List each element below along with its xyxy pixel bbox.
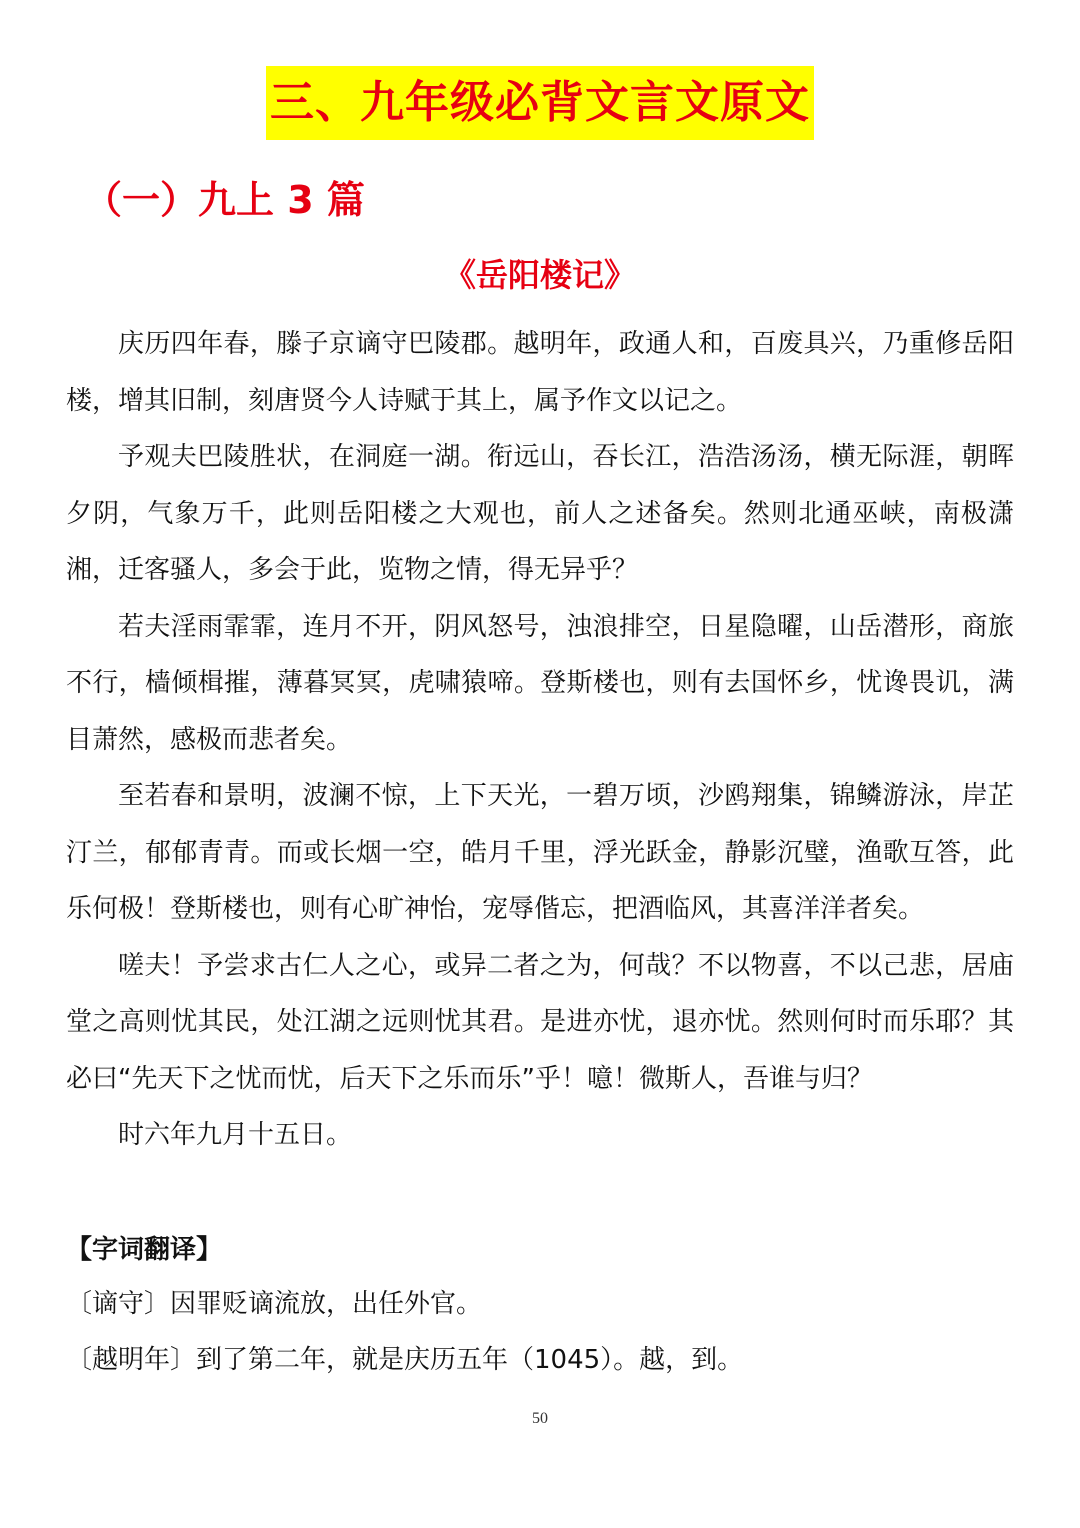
page-number: 50 — [532, 1410, 548, 1427]
note-item: 〔谪守〕因罪贬谪流放，出任外官。 — [66, 1289, 483, 1319]
paragraph: 庆历四年春，滕子京谪守巴陵郡。越明年，政通人和，百废具兴，乃重修岳阳楼，增其旧制，刻唐贤今人诗赋于其上，属予作文以记之。 — [66, 329, 1014, 416]
main-title-wrapper — [0, 66, 1080, 140]
vocabulary-notes — [66, 1224, 1014, 1388]
poem-body — [66, 316, 1014, 1164]
notes-heading: 【字词翻译】 — [66, 1235, 223, 1265]
section-title: （一）九上 3 篇 — [84, 178, 365, 222]
poem-title: 《岳阳楼记》 — [443, 256, 636, 294]
paragraph: 至若春和景明，波澜不惊，上下天光，一碧万顷，沙鸥翔集，锦鳞游泳，岸芷汀兰，郁郁青青。而或长烟一空，皓月千里，浮光跃金，静影沉璧，渔歌互答，此乐何极！登斯楼也，则有心旷神怡，宠辱偕忘，把酒临风，其喜洋洋者矣。 — [66, 781, 1014, 924]
paragraph: 嗟夫！予尝求古仁人之心，或异二者之为，何哉？不以物喜，不以己悲，居庙堂之高则忧其民，处江湖之远则忧其君。是进亦忧，退亦忧。然则何时而乐耶？其必曰“先天下之忧而忧，后天下之乐而乐”乎！噫！微斯人，吾谁与归？ — [66, 950, 1014, 1094]
main-title: 三、九年级必背文言文原文 — [266, 66, 814, 140]
paragraph: 时六年九月十五日。 — [118, 1120, 353, 1150]
paragraph: 若夫淫雨霏霏，连月不开，阴风怒号，浊浪排空，日星隐曜，山岳潜形，商旅不行，樯倾楫摧，薄暮冥冥，虎啸猿啼。登斯楼也，则有去国怀乡，忧谗畏讥，满目萧然，感极而悲者矣。 — [66, 611, 1014, 755]
paragraph: 予观夫巴陵胜状，在洞庭一湖。衔远山，吞长江，浩浩汤汤，横无际涯，朝晖夕阴，气象万千，此则岳阳楼之大观也，前人之述备矣。然则北通巫峡，南极潇湘，迁客骚人，多会于此，览物之情，得无异乎？ — [66, 442, 1014, 585]
note-item: 〔越明年〕到了第二年，就是庆历五年（1045）。越，到。 — [66, 1345, 744, 1375]
